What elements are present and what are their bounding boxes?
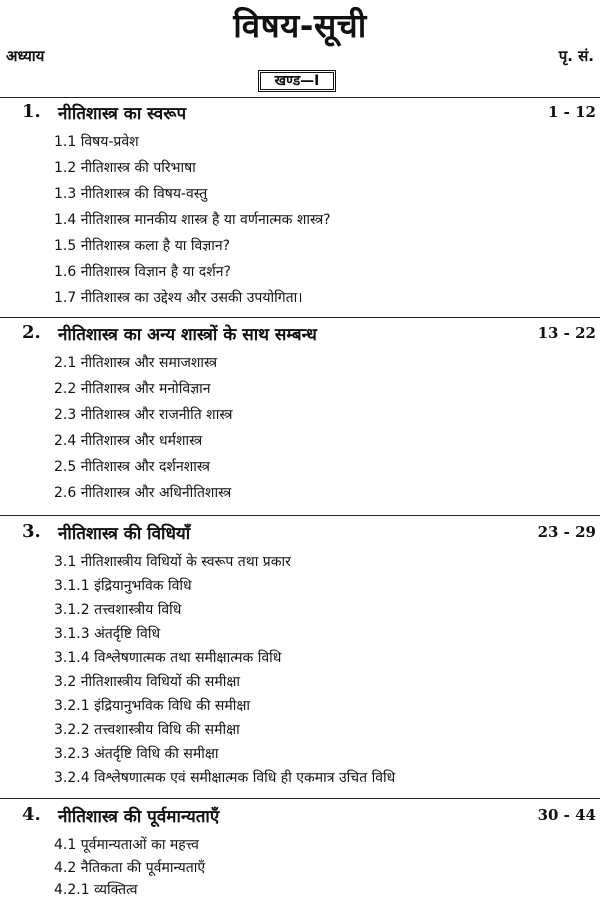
- chapter-title: नीतिशास्त्र की विधियाँ: [58, 524, 191, 544]
- section-entry: 1.3 नीतिशास्त्र की विषय-वस्तु: [54, 186, 208, 202]
- section-entry: 3.1.4 विश्लेषणात्मक तथा समीक्षात्मक विधि: [54, 650, 282, 666]
- section-entry: 4.1 पूर्वमान्यताओं का महत्त्व: [54, 837, 199, 853]
- section-entry: 3.1.2 तत्त्वशास्त्रीय विधि: [54, 602, 182, 618]
- section-entry: 2.4 नीतिशास्त्र और धर्मशास्त्र: [54, 433, 203, 449]
- section-entry: 3.2.4 विश्लेषणात्मक एवं समीक्षात्मक विधि ही एकमात्र उचित विधि: [54, 770, 396, 786]
- chapter-pages: 1 - 12: [548, 103, 596, 121]
- section-entry: 2.1 नीतिशास्त्र और समाजशास्त्र: [54, 355, 218, 371]
- section-entry: 1.4 नीतिशास्त्र मानकीय शास्त्र है या वर्णनात्मक शास्त्र?: [54, 212, 331, 228]
- chapter-number: 2.: [22, 322, 41, 343]
- section-entry: 3.2.3 अंतर्दृष्टि विधि की समीक्षा: [54, 746, 219, 762]
- chapter-number: 4.: [22, 804, 41, 825]
- divider: [0, 798, 600, 799]
- column-header-page: पृ. सं.: [558, 47, 594, 65]
- section-entry: 1.5 नीतिशास्त्र कला है या विज्ञान?: [54, 238, 231, 254]
- chapter-title: नीतिशास्त्र का स्वरूप: [58, 104, 187, 124]
- chapter-number: 1.: [22, 101, 41, 122]
- section-entry: 3.1.1 इंद्रियानुभविक विधि: [54, 578, 192, 594]
- chapter-heading: [0, 521, 600, 547]
- section-entry: 2.5 नीतिशास्त्र और दर्शनशास्त्र: [54, 459, 211, 475]
- section-entry: 3.2.2 तत्त्वशास्त्रीय विधि की समीक्षा: [54, 722, 240, 738]
- divider: [0, 515, 600, 516]
- section-entry: 4.2.1 व्यक्तित्व: [54, 882, 138, 898]
- section-entry: 1.7 नीतिशास्त्र का उद्देश्य और उसकी उपयोगिता।: [54, 290, 303, 306]
- section-entry: 3.1.3 अंतर्दृष्टि विधि: [54, 626, 161, 642]
- divider: [0, 97, 600, 98]
- chapter-pages: 13 - 22: [537, 324, 596, 342]
- chapter-title: नीतिशास्त्र की पूर्वमान्यताएँ: [58, 807, 220, 827]
- chapter-number: 3.: [22, 521, 41, 542]
- chapter-heading: [0, 101, 600, 127]
- section-entry: 2.2 नीतिशास्त्र और मनोविज्ञान: [54, 381, 211, 397]
- section-entry: 3.2.1 इंद्रियानुभविक विधि की समीक्षा: [54, 698, 251, 714]
- section-entry: 4.2 नैतिकता की पूर्वमान्यताएँ: [54, 860, 206, 876]
- chapter-pages: 23 - 29: [537, 523, 596, 541]
- section-entry: 3.2 नीतिशास्त्रीय विधियों की समीक्षा: [54, 674, 241, 690]
- chapter-heading: [0, 804, 600, 830]
- chapter-pages: 30 - 44: [537, 806, 596, 824]
- page-title: विषय-सूची: [233, 6, 367, 45]
- chapter-heading: [0, 322, 600, 348]
- column-header-chapter: अध्याय: [6, 47, 45, 65]
- section-entry: 3.1 नीतिशास्त्रीय विधियों के स्वरूप तथा प्रकार: [54, 554, 291, 570]
- section-entry: 2.6 नीतिशास्त्र और अधिनीतिशास्त्र: [54, 485, 232, 501]
- section-entry: 1.1 विषय-प्रवेश: [54, 134, 139, 150]
- divider: [0, 317, 600, 318]
- section-entry: 2.3 नीतिशास्त्र और राजनीति शास्त्र: [54, 407, 233, 423]
- section-entry: 1.6 नीतिशास्त्र विज्ञान है या दर्शन?: [54, 264, 231, 280]
- part-label: खण्ड—I: [258, 70, 336, 92]
- chapter-title: नीतिशास्त्र का अन्य शास्त्रों के साथ सम्बन्ध: [58, 325, 317, 345]
- section-entry: 1.2 नीतिशास्त्र की परिभाषा: [54, 160, 196, 176]
